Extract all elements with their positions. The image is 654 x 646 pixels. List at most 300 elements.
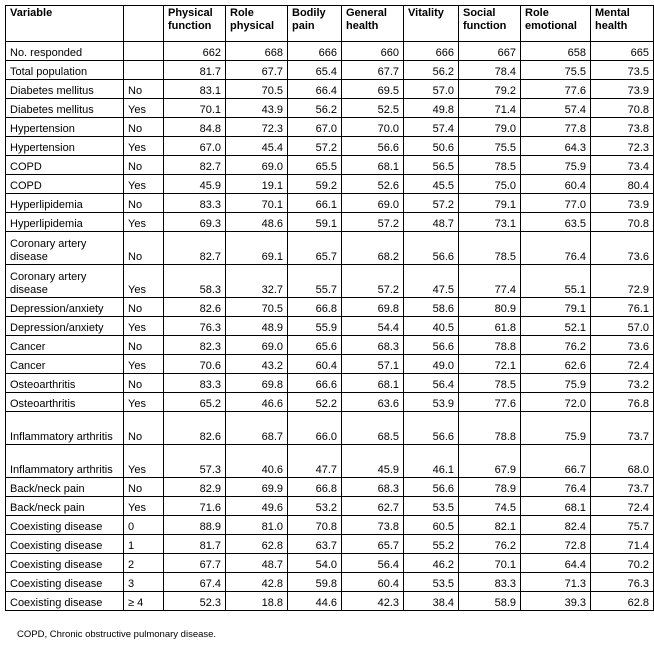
score-cell: 67.7 <box>342 61 404 80</box>
score-cell: 71.4 <box>591 535 654 554</box>
score-cell: 75.5 <box>459 137 521 156</box>
score-cell: 73.4 <box>591 156 654 175</box>
variable-cell: No. responded <box>6 42 124 61</box>
score-cell: 65.2 <box>164 393 226 412</box>
score-cell: 83.1 <box>164 80 226 99</box>
score-cell: 46.6 <box>226 393 288 412</box>
table-row <box>6 497 654 516</box>
score-cell: 78.5 <box>459 374 521 393</box>
score-cell: 667 <box>459 42 521 61</box>
score-cell: 75.9 <box>521 374 591 393</box>
score-cell: 73.7 <box>591 412 654 445</box>
score-cell: 72.4 <box>591 355 654 374</box>
group-cell: Yes <box>124 445 164 478</box>
group-cell: No <box>124 232 164 265</box>
variable-cell: Depression/anxiety <box>6 298 124 317</box>
variable-cell: Coexisting disease <box>6 592 124 611</box>
group-cell: Yes <box>124 265 164 298</box>
table-row <box>6 478 654 497</box>
score-cell: 76.2 <box>521 336 591 355</box>
score-cell: 73.9 <box>591 194 654 213</box>
score-cell: 55.2 <box>404 535 459 554</box>
group-cell: Yes <box>124 317 164 336</box>
score-cell: 52.3 <box>164 592 226 611</box>
variable-cell: COPD <box>6 156 124 175</box>
score-cell: 73.2 <box>591 374 654 393</box>
score-cell: 69.0 <box>226 156 288 175</box>
score-cell: 62.7 <box>342 497 404 516</box>
table-row <box>6 573 654 592</box>
score-cell: 50.6 <box>404 137 459 156</box>
score-cell: 68.1 <box>521 497 591 516</box>
variable-cell: Cancer <box>6 336 124 355</box>
score-cell: 668 <box>226 42 288 61</box>
score-cell: 70.1 <box>226 194 288 213</box>
score-cell: 63.5 <box>521 213 591 232</box>
score-cell: 40.5 <box>404 317 459 336</box>
score-cell: 73.5 <box>591 61 654 80</box>
score-cell: 68.2 <box>342 232 404 265</box>
header-role-emotional: Role emotional <box>521 6 591 42</box>
score-cell: 73.9 <box>591 80 654 99</box>
group-cell: No <box>124 194 164 213</box>
group-cell: Yes <box>124 497 164 516</box>
score-cell: 66.8 <box>288 298 342 317</box>
table-row <box>6 213 654 232</box>
score-cell: 47.5 <box>404 265 459 298</box>
variable-cell: Osteoarthritis <box>6 393 124 412</box>
score-cell: 70.0 <box>342 118 404 137</box>
score-cell: 56.5 <box>404 156 459 175</box>
score-cell: 72.3 <box>591 137 654 156</box>
score-cell: 83.3 <box>164 374 226 393</box>
score-cell: 38.4 <box>404 592 459 611</box>
score-cell: 77.6 <box>521 80 591 99</box>
table-row <box>6 317 654 336</box>
score-cell: 53.5 <box>404 573 459 592</box>
score-cell: 39.3 <box>521 592 591 611</box>
score-cell: 45.5 <box>404 175 459 194</box>
variable-cell: Coexisting disease <box>6 554 124 573</box>
score-cell: 62.8 <box>591 592 654 611</box>
table-row <box>6 99 654 118</box>
score-cell: 70.8 <box>591 213 654 232</box>
score-cell: 72.9 <box>591 265 654 298</box>
group-cell: Yes <box>124 213 164 232</box>
score-cell: 73.8 <box>591 118 654 137</box>
score-cell: 658 <box>521 42 591 61</box>
header-variable: Variable <box>6 6 124 42</box>
score-cell: 69.3 <box>164 213 226 232</box>
score-cell: 66.7 <box>521 445 591 478</box>
score-cell: 75.9 <box>521 156 591 175</box>
score-cell: 57.2 <box>288 137 342 156</box>
score-cell: 70.1 <box>164 99 226 118</box>
score-cell: 48.7 <box>226 554 288 573</box>
table-row <box>6 118 654 137</box>
score-cell: 67.9 <box>459 445 521 478</box>
score-cell: 81.0 <box>226 516 288 535</box>
group-cell: 3 <box>124 573 164 592</box>
variable-cell: Osteoarthritis <box>6 374 124 393</box>
score-cell: 46.2 <box>404 554 459 573</box>
score-cell: 52.6 <box>342 175 404 194</box>
score-cell: 65.7 <box>342 535 404 554</box>
score-cell: 58.3 <box>164 265 226 298</box>
score-cell: 69.8 <box>226 374 288 393</box>
score-cell: 69.8 <box>342 298 404 317</box>
score-cell: 70.8 <box>288 516 342 535</box>
score-cell: 73.8 <box>342 516 404 535</box>
score-cell: 82.6 <box>164 412 226 445</box>
table-row <box>6 156 654 175</box>
group-cell: Yes <box>124 355 164 374</box>
score-cell: 48.9 <box>226 317 288 336</box>
score-cell: 666 <box>288 42 342 61</box>
table-row <box>6 42 654 61</box>
variable-cell: Back/neck pain <box>6 497 124 516</box>
score-cell: 68.0 <box>591 445 654 478</box>
variable-cell: Back/neck pain <box>6 478 124 497</box>
score-cell: 73.7 <box>591 478 654 497</box>
score-cell: 55.9 <box>288 317 342 336</box>
score-cell: 75.7 <box>591 516 654 535</box>
score-cell: 56.6 <box>404 336 459 355</box>
score-cell: 56.2 <box>404 61 459 80</box>
score-cell: 59.2 <box>288 175 342 194</box>
group-cell: No <box>124 156 164 175</box>
score-cell: 54.0 <box>288 554 342 573</box>
score-cell: 72.1 <box>459 355 521 374</box>
score-cell: 57.4 <box>404 118 459 137</box>
variable-cell: Diabetes mellitus <box>6 99 124 118</box>
score-cell: 56.4 <box>342 554 404 573</box>
sf36-scores-table <box>5 5 654 611</box>
score-cell: 52.5 <box>342 99 404 118</box>
score-cell: 62.8 <box>226 535 288 554</box>
table-footnote: COPD, Chronic obstructive pulmonary disease. <box>17 629 217 640</box>
score-cell: 56.2 <box>288 99 342 118</box>
table-row <box>6 194 654 213</box>
score-cell: 42.3 <box>342 592 404 611</box>
score-cell: 72.4 <box>591 497 654 516</box>
score-cell: 66.0 <box>288 412 342 445</box>
score-cell: 80.4 <box>591 175 654 194</box>
score-cell: 77.6 <box>459 393 521 412</box>
score-cell: 75.9 <box>521 412 591 445</box>
score-cell: 78.8 <box>459 336 521 355</box>
score-cell: 70.2 <box>591 554 654 573</box>
score-cell: 32.7 <box>226 265 288 298</box>
score-cell: 70.5 <box>226 80 288 99</box>
score-cell: 52.1 <box>521 317 591 336</box>
score-cell: 88.9 <box>164 516 226 535</box>
variable-cell: Coexisting disease <box>6 516 124 535</box>
score-cell: 63.7 <box>288 535 342 554</box>
group-cell <box>124 61 164 80</box>
score-cell: 55.7 <box>288 265 342 298</box>
table-row <box>6 412 654 445</box>
score-cell: 84.8 <box>164 118 226 137</box>
score-cell: 58.9 <box>459 592 521 611</box>
score-cell: 72.8 <box>521 535 591 554</box>
score-cell: 60.4 <box>342 573 404 592</box>
table-row <box>6 298 654 317</box>
score-cell: 56.4 <box>404 374 459 393</box>
variable-cell: Inflammatory arthritis <box>6 445 124 478</box>
table-row <box>6 355 654 374</box>
score-cell: 65.4 <box>288 61 342 80</box>
group-cell: Yes <box>124 393 164 412</box>
group-cell <box>124 42 164 61</box>
table-row <box>6 61 654 80</box>
group-cell: No <box>124 374 164 393</box>
score-cell: 80.9 <box>459 298 521 317</box>
variable-cell: Coronary artery disease <box>6 265 124 298</box>
score-cell: 53.2 <box>288 497 342 516</box>
score-cell: 71.3 <box>521 573 591 592</box>
score-cell: 67.0 <box>288 118 342 137</box>
score-cell: 73.1 <box>459 213 521 232</box>
score-cell: 57.2 <box>404 194 459 213</box>
score-cell: 76.2 <box>459 535 521 554</box>
table-row <box>6 137 654 156</box>
score-cell: 60.5 <box>404 516 459 535</box>
score-cell: 57.1 <box>342 355 404 374</box>
header-group <box>124 6 164 42</box>
header-physical-function: Physical function <box>164 6 226 42</box>
score-cell: 666 <box>404 42 459 61</box>
score-cell: 63.6 <box>342 393 404 412</box>
score-cell: 75.5 <box>521 61 591 80</box>
score-cell: 83.3 <box>164 194 226 213</box>
score-cell: 40.6 <box>226 445 288 478</box>
score-cell: 79.1 <box>459 194 521 213</box>
score-cell: 68.3 <box>342 478 404 497</box>
score-cell: 65.5 <box>288 156 342 175</box>
score-cell: 65.6 <box>288 336 342 355</box>
group-cell: Yes <box>124 175 164 194</box>
score-cell: 57.2 <box>342 213 404 232</box>
score-cell: 72.3 <box>226 118 288 137</box>
score-cell: 70.6 <box>164 355 226 374</box>
score-cell: 70.1 <box>459 554 521 573</box>
score-cell: 61.8 <box>459 317 521 336</box>
score-cell: 77.8 <box>521 118 591 137</box>
table-row <box>6 175 654 194</box>
score-cell: 67.0 <box>164 137 226 156</box>
score-cell: 57.2 <box>342 265 404 298</box>
score-cell: 69.5 <box>342 80 404 99</box>
score-cell: 660 <box>342 42 404 61</box>
score-cell: 76.4 <box>521 232 591 265</box>
score-cell: 81.7 <box>164 61 226 80</box>
score-cell: 64.3 <box>521 137 591 156</box>
score-cell: 67.7 <box>226 61 288 80</box>
score-cell: 665 <box>591 42 654 61</box>
group-cell: 0 <box>124 516 164 535</box>
score-cell: 78.5 <box>459 156 521 175</box>
score-cell: 68.5 <box>342 412 404 445</box>
score-cell: 78.5 <box>459 232 521 265</box>
score-cell: 82.1 <box>459 516 521 535</box>
score-cell: 55.1 <box>521 265 591 298</box>
table-row <box>6 80 654 99</box>
variable-cell: COPD <box>6 175 124 194</box>
score-cell: 82.3 <box>164 336 226 355</box>
score-cell: 66.8 <box>288 478 342 497</box>
score-cell: 67.7 <box>164 554 226 573</box>
score-cell: 57.3 <box>164 445 226 478</box>
score-cell: 78.8 <box>459 412 521 445</box>
score-cell: 76.1 <box>591 298 654 317</box>
variable-cell: Total population <box>6 61 124 80</box>
variable-cell: Coexisting disease <box>6 573 124 592</box>
header-mental-health: Mental health <box>591 6 654 42</box>
score-cell: 73.6 <box>591 232 654 265</box>
score-cell: 83.3 <box>459 573 521 592</box>
group-cell: 1 <box>124 535 164 554</box>
score-cell: 75.0 <box>459 175 521 194</box>
variable-cell: Hypertension <box>6 137 124 156</box>
variable-cell: Diabetes mellitus <box>6 80 124 99</box>
score-cell: 56.6 <box>342 137 404 156</box>
table-row <box>6 265 654 298</box>
table-row <box>6 445 654 478</box>
score-cell: 66.6 <box>288 374 342 393</box>
variable-cell: Hyperlipidemia <box>6 194 124 213</box>
score-cell: 59.8 <box>288 573 342 592</box>
header-vitality: Vitality <box>404 6 459 42</box>
score-cell: 43.9 <box>226 99 288 118</box>
group-cell: No <box>124 118 164 137</box>
score-cell: 48.7 <box>404 213 459 232</box>
score-cell: 69.0 <box>226 336 288 355</box>
score-cell: 44.6 <box>288 592 342 611</box>
score-cell: 78.4 <box>459 61 521 80</box>
score-cell: 57.4 <box>521 99 591 118</box>
score-cell: 42.8 <box>226 573 288 592</box>
score-cell: 58.6 <box>404 298 459 317</box>
header-social-function: Social function <box>459 6 521 42</box>
score-cell: 71.6 <box>164 497 226 516</box>
table-row <box>6 592 654 611</box>
score-cell: 70.8 <box>591 99 654 118</box>
score-cell: 66.1 <box>288 194 342 213</box>
group-cell: Yes <box>124 137 164 156</box>
score-cell: 82.4 <box>521 516 591 535</box>
score-cell: 47.7 <box>288 445 342 478</box>
group-cell: No <box>124 478 164 497</box>
score-cell: 45.9 <box>342 445 404 478</box>
variable-cell: Depression/anxiety <box>6 317 124 336</box>
score-cell: 82.9 <box>164 478 226 497</box>
group-cell: No <box>124 80 164 99</box>
score-cell: 54.4 <box>342 317 404 336</box>
header-bodily-pain: Bodily pain <box>288 6 342 42</box>
variable-cell: Inflammatory arthritis <box>6 412 124 445</box>
score-cell: 69.0 <box>342 194 404 213</box>
group-cell: No <box>124 336 164 355</box>
score-cell: 60.4 <box>521 175 591 194</box>
score-cell: 49.6 <box>226 497 288 516</box>
variable-cell: Hyperlipidemia <box>6 213 124 232</box>
score-cell: 79.0 <box>459 118 521 137</box>
group-cell: No <box>124 298 164 317</box>
score-cell: 59.1 <box>288 213 342 232</box>
table-row <box>6 232 654 265</box>
group-cell: No <box>124 412 164 445</box>
score-cell: 66.4 <box>288 80 342 99</box>
score-cell: 68.1 <box>342 156 404 175</box>
group-cell: Yes <box>124 99 164 118</box>
table-row <box>6 374 654 393</box>
score-cell: 57.0 <box>404 80 459 99</box>
score-cell: 52.2 <box>288 393 342 412</box>
score-cell: 48.6 <box>226 213 288 232</box>
score-cell: 56.6 <box>404 478 459 497</box>
score-cell: 62.6 <box>521 355 591 374</box>
score-cell: 76.3 <box>164 317 226 336</box>
score-cell: 67.4 <box>164 573 226 592</box>
score-cell: 71.4 <box>459 99 521 118</box>
variable-cell: Coronary artery disease <box>6 232 124 265</box>
group-cell: ≥ 4 <box>124 592 164 611</box>
table-row <box>6 336 654 355</box>
score-cell: 73.6 <box>591 336 654 355</box>
score-cell: 82.7 <box>164 156 226 175</box>
score-cell: 53.5 <box>404 497 459 516</box>
score-cell: 72.0 <box>521 393 591 412</box>
table-row <box>6 516 654 535</box>
score-cell: 45.9 <box>164 175 226 194</box>
score-cell: 46.1 <box>404 445 459 478</box>
score-cell: 18.8 <box>226 592 288 611</box>
score-cell: 74.5 <box>459 497 521 516</box>
score-cell: 69.1 <box>226 232 288 265</box>
score-cell: 45.4 <box>226 137 288 156</box>
header-role-physical: Role physical <box>226 6 288 42</box>
table-row <box>6 535 654 554</box>
score-cell: 78.9 <box>459 478 521 497</box>
score-cell: 68.1 <box>342 374 404 393</box>
score-cell: 82.6 <box>164 298 226 317</box>
score-cell: 69.9 <box>226 478 288 497</box>
score-cell: 19.1 <box>226 175 288 194</box>
score-cell: 49.8 <box>404 99 459 118</box>
score-cell: 76.4 <box>521 478 591 497</box>
score-cell: 76.3 <box>591 573 654 592</box>
table-row <box>6 554 654 573</box>
variable-cell: Cancer <box>6 355 124 374</box>
score-cell: 60.4 <box>288 355 342 374</box>
score-cell: 662 <box>164 42 226 61</box>
variable-cell: Hypertension <box>6 118 124 137</box>
table-row <box>6 393 654 412</box>
score-cell: 49.0 <box>404 355 459 374</box>
score-cell: 43.2 <box>226 355 288 374</box>
score-cell: 56.6 <box>404 232 459 265</box>
score-cell: 56.6 <box>404 412 459 445</box>
score-cell: 68.7 <box>226 412 288 445</box>
score-cell: 82.7 <box>164 232 226 265</box>
score-cell: 77.4 <box>459 265 521 298</box>
score-cell: 81.7 <box>164 535 226 554</box>
score-cell: 64.4 <box>521 554 591 573</box>
header-row <box>6 6 654 42</box>
score-cell: 57.0 <box>591 317 654 336</box>
score-cell: 65.7 <box>288 232 342 265</box>
